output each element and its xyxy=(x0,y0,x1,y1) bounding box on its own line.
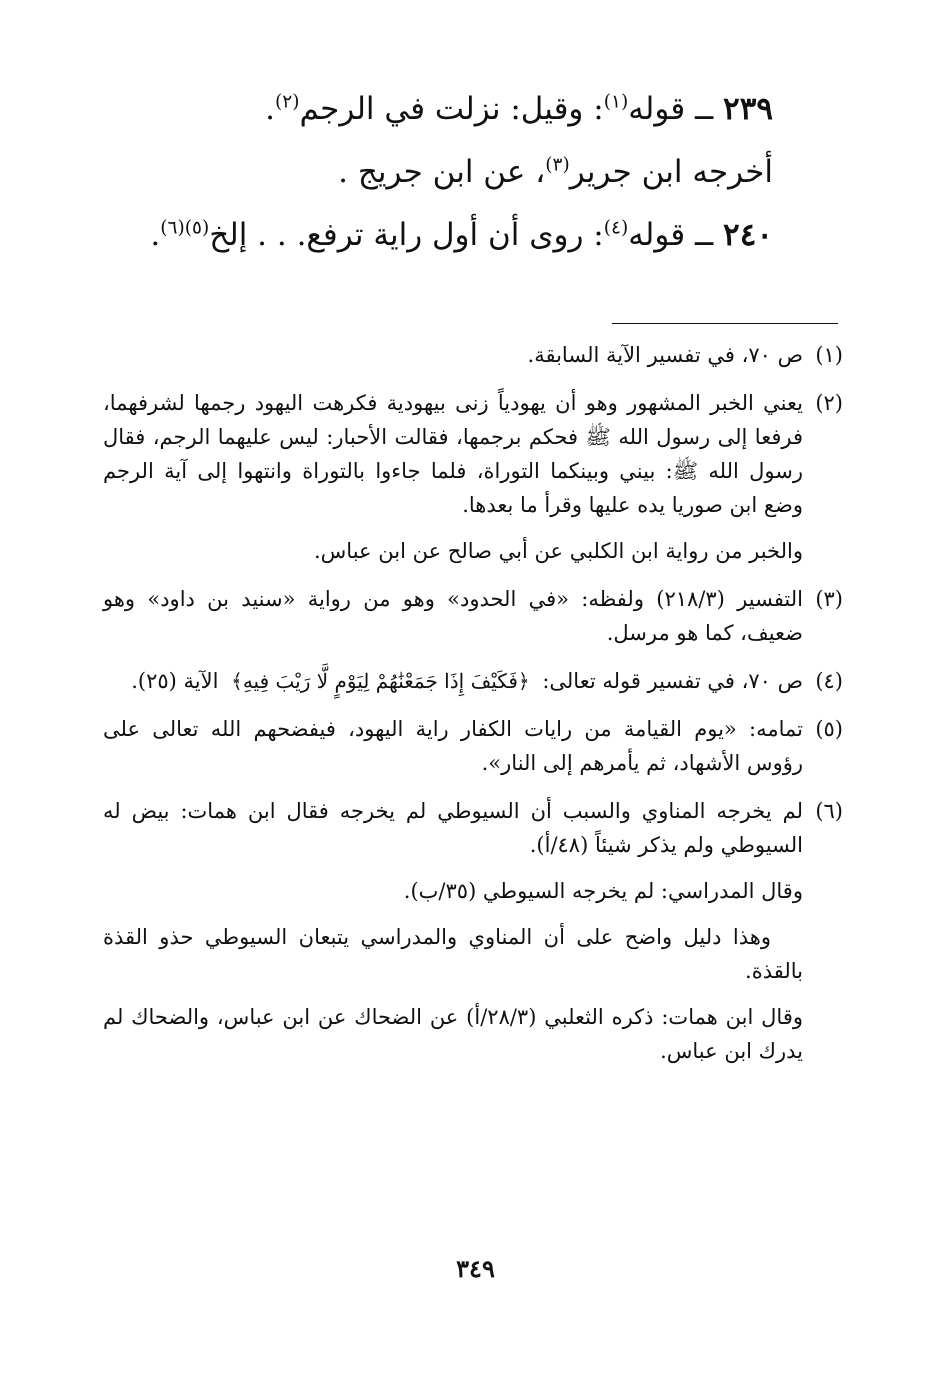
entry-240 xyxy=(133,204,773,267)
footnote-text: ص ٧٠، في تفسير قوله تعالى: xyxy=(542,669,803,693)
entry-dash: ــ xyxy=(695,91,714,127)
footnote-body xyxy=(103,664,803,698)
footnote-text: وقال ابن همات: ذكره الثعلبي (٢٨/٣/أ) عن الضحاك عن ابن عباس، والضحاك لم يدرك ابن عباس. xyxy=(103,1005,803,1063)
entry-239 xyxy=(133,78,773,141)
footnote-text: وهذا دليل واضح على أن المناوي والمدراسي يتبعان السيوطي حذو القذة بالقذة. xyxy=(103,925,803,983)
footnote-text: التفسير (٢١٨/٣) ولفظه: «في الحدود» وهو من رواية «سنيد بن داود» وهو ضعيف، كما هو مرسل. xyxy=(103,587,804,645)
footnote-body xyxy=(103,712,803,780)
footnote-body xyxy=(103,794,803,1068)
footnote-paragraph xyxy=(103,664,803,698)
footnote-3 xyxy=(103,582,843,650)
footnotes xyxy=(103,338,843,1082)
entry-text: أخرجه ابن جرير xyxy=(569,154,773,190)
footnote-text: والخبر من رواية ابن الكلبي عن أبي صالح عن ابن عباس. xyxy=(314,539,803,563)
footnote-text: الآية (٢٥). xyxy=(131,669,219,693)
footnote-text: ص ٧٠، في تفسير الآية السابقة. xyxy=(527,343,803,367)
footnote-body xyxy=(103,386,803,568)
footnote-number: (١) xyxy=(815,343,843,367)
entry-number: ٢٤٠ xyxy=(723,217,773,253)
footnote-5 xyxy=(103,712,843,780)
footnote-2 xyxy=(103,386,843,568)
entry-text: : روى أن أول راية ترفع. . . إلخ xyxy=(209,217,604,253)
footnote-number: (٣) xyxy=(815,587,843,611)
footnote-text: لم يخرجه المناوي والسبب أن السيوطي لم يخرجه فقال ابن همات: بيض له السيوطي ولم يذكر شيئاً (٤٨/أ). xyxy=(103,799,803,857)
main-text xyxy=(133,78,773,267)
footnote-number: (٤) xyxy=(815,669,843,693)
entry-text: ، عن ابن جريج . xyxy=(338,154,546,190)
footnote-1 xyxy=(103,338,843,372)
footnote-ref: (٥)(٦) xyxy=(160,217,210,239)
footnote-number: (٥) xyxy=(815,717,843,741)
entry-text: . xyxy=(150,217,161,253)
footnote-4 xyxy=(103,664,843,698)
entry-239-source xyxy=(133,141,773,204)
footnote-body xyxy=(103,582,803,650)
footnote-text: وقال المدراسي: لم يخرجه السيوطي (٣٥/ب). xyxy=(403,879,803,903)
footnote-separator xyxy=(612,323,838,324)
page-number: ٣٤٩ xyxy=(456,1254,495,1283)
footnote-text: يعني الخبر المشهور وهو أن يهودياً زنى بيهودية فكرهت اليهود رجمها لشرفهما، فرفعا إلى رسول الله ﷺ فحكم برجمها، فقالت الأحبار: ليس عليهما الرجم، فقال رسول الله ﷺ: بيني وبينكما التوراة، فلما جاءوا بالتوراة وانتهوا إلى آية الرجم وضع ابن صوريا يده عليها وقرأ ما بعدها. xyxy=(103,391,803,517)
entry-text: . xyxy=(265,91,276,127)
entry-text: قوله xyxy=(628,217,686,253)
quran-verse: ﴿فَكَيْفَ إِذَا جَمَعْنَٰهُمْ لِيَوْمٍ لَّا رَيْبَ فِيهِ﴾ xyxy=(231,669,530,693)
footnote-ref: (٢) xyxy=(275,91,300,113)
entry-dash: ــ xyxy=(695,217,714,253)
footnote-body xyxy=(103,338,803,372)
footnote-text: تمامه: «يوم القيامة من رايات الكفار راية اليهود، فيفضحهم الله تعالى على رؤوس الأشهاد، ثم يأمرهم إلى النار». xyxy=(103,717,803,775)
entry-number: ٢٣٩ xyxy=(723,91,773,127)
footnote-number: (٦) xyxy=(815,799,843,823)
entry-text: قوله xyxy=(628,91,686,127)
footnote-ref: (٣) xyxy=(545,154,570,176)
footnote-6 xyxy=(103,794,843,1068)
entry-text: : وقيل: نزلت في الرجم xyxy=(299,91,604,127)
footnote-number: (٢) xyxy=(815,391,843,415)
footnote-ref: (١) xyxy=(603,91,629,113)
footnote-ref: (٤) xyxy=(603,217,629,239)
